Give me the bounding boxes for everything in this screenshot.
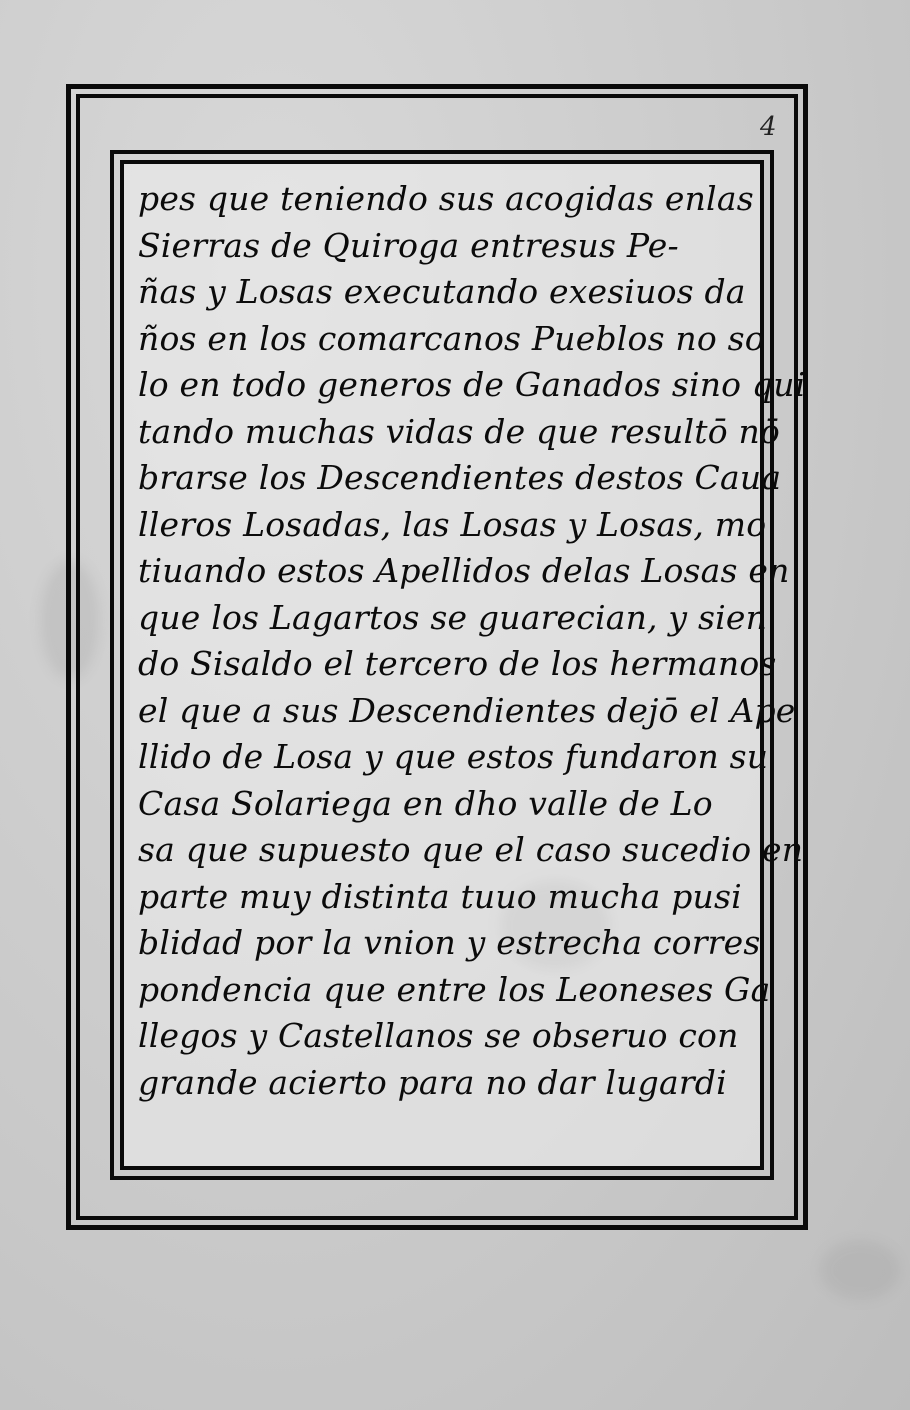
text-line: sa que supuesto que el caso sucedio en: [138, 830, 804, 869]
text-line: blidad por la vnion y estrecha corres: [138, 923, 761, 962]
text-line: lleros Losadas, las Losas y Losas, mo: [138, 504, 767, 544]
text-line: parte muy distinta tuuo mucha pusi: [138, 876, 742, 916]
text-line: Casa Solariega en dho valle de Lo: [138, 783, 713, 823]
folio-number: 4: [760, 112, 777, 142]
text-line: lo en todo generos de Ganados sino qui: [138, 365, 806, 404]
text-line: pondencia que entre los Leoneses Ga: [138, 969, 771, 1009]
text-line: tiuando estos Apellidos delas Losas en: [138, 551, 790, 590]
text-line: ñas y Losas executando exesiuos da: [138, 272, 746, 311]
text-line: que los Lagartos se guarecian, y sien: [138, 597, 768, 637]
paper-stain: [820, 1240, 900, 1300]
text-line: ños en los comarcanos Pueblos no so: [138, 318, 765, 358]
text-line: do Sisaldo el tercero de los hermanos: [138, 644, 777, 683]
text-line: grande acierto para no dar lugardi: [138, 1062, 727, 1102]
text-line: brarse los Descendientes destos Caua: [138, 458, 782, 497]
text-line: tando muchas vidas de que resultō nō: [138, 411, 780, 451]
manuscript-text: [138, 176, 806, 1106]
text-line: llido de Losa y que estos fundaron su: [138, 737, 769, 776]
text-line: pes que teniendo sus acogidas enlas: [138, 179, 754, 218]
text-line: el que a sus Descendientes dejō el Ape: [138, 690, 796, 730]
text-line: llegos y Castellanos se obseruo con: [138, 1016, 739, 1055]
text-line: Sierras de Quiroga entresus Pe-: [138, 225, 679, 265]
